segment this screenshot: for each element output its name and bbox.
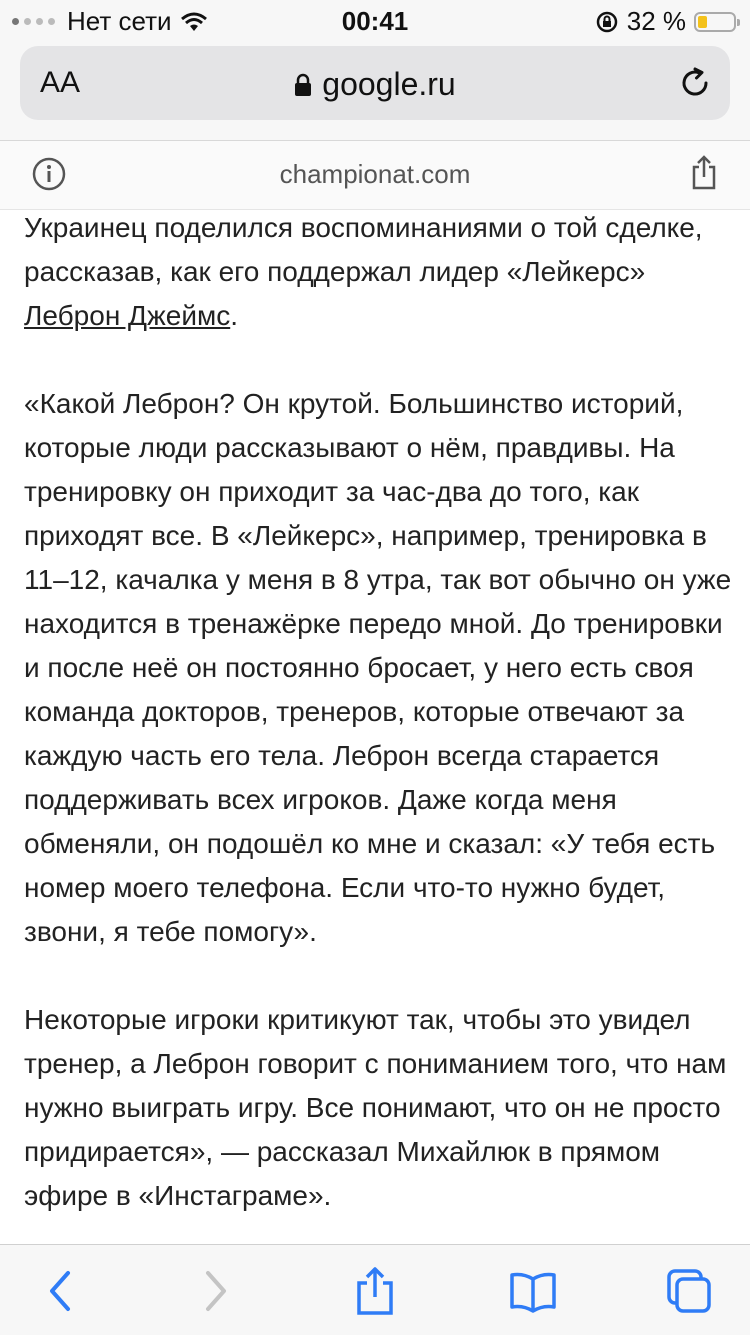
site-name: championat.com [279, 159, 471, 189]
back-icon[interactable] [38, 1267, 86, 1315]
text-size-label: AA [40, 66, 81, 99]
browser-address-area [0, 44, 750, 140]
paragraph-1 [24, 206, 734, 338]
article-body [24, 206, 734, 1262]
url-text: google.ru [322, 66, 456, 102]
browser-toolbar [0, 1244, 750, 1335]
paragraph-1-text: Украинец поделился воспоминаниями о той сделке, рассказав, как его поддержал лидер «Лейкерс» [24, 212, 703, 287]
reload-icon[interactable] [678, 66, 712, 100]
share-icon[interactable] [690, 155, 718, 191]
lock-icon [294, 73, 312, 97]
url-display[interactable] [20, 66, 730, 103]
tabs-icon[interactable] [665, 1267, 713, 1315]
paragraph-2: «Какой Леброн? Он крутой. Большинство историй, которые люди рассказывают о нём, правдивы. На тренировку он приходит за час-два до того, как приходят все. В «Лейкерс», например, тренировка в 11–12, качалка у меня в 8 утра, так вот обычно он уже находится в тренажёрке передо мной. До тренировки и после неё он постоянно бросает, у него есть своя команда докторов, тренеров, которые отвечают за каждую часть его тела. Леброн всегда старается поддерживать всех игроков. Даже когда меня обменяли, он подошёл ко мне и сказал: «У тебя есть номер моего телефона. Если что-то нужно будет, звони, я тебе помогу». [24, 388, 732, 947]
battery-status [595, 6, 736, 37]
share-button-icon[interactable] [351, 1267, 399, 1315]
lebron-james-link[interactable]: Леброн Джеймс [24, 300, 231, 331]
clock: 00:41 [341, 6, 409, 36]
paragraph-1-end: . [230, 300, 238, 331]
battery-icon [694, 12, 736, 32]
paragraph-3: Некоторые игроки критикуют так, чтобы это увидел тренер, а Леброн говорит с пониманием того, что нам нужно выиграть игру. Все понимают, что он не просто придирается», — рассказал Михайлюк в прямом эфире в «Инстаграме». [24, 1004, 727, 1211]
bookmarks-icon[interactable] [509, 1267, 557, 1315]
battery-percent: 32 % [626, 6, 686, 36]
site-header [0, 140, 750, 210]
address-bar[interactable] [20, 46, 730, 120]
forward-icon[interactable] [190, 1267, 238, 1315]
network-label: Нет сети [67, 6, 172, 36]
status-bar [0, 0, 750, 44]
orientation-lock-icon [595, 10, 619, 34]
